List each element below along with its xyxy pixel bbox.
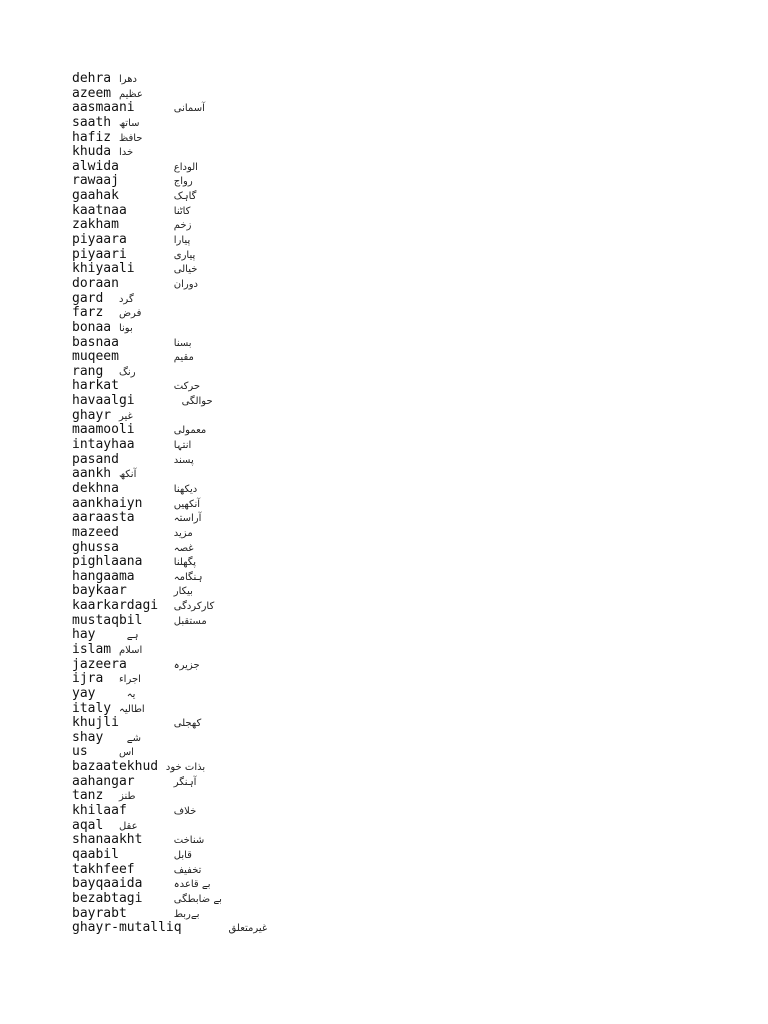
romanized-word: yay (72, 685, 96, 701)
spacing (111, 86, 119, 101)
romanized-word: zakham (72, 217, 119, 233)
romanized-word: italy (72, 700, 112, 716)
vocabulary-entry (72, 731, 267, 746)
vocabulary-entry (72, 174, 267, 189)
romanized-word: hafiz (72, 129, 112, 145)
romanized-word: azeem (72, 85, 112, 101)
vocabulary-entry (72, 365, 267, 380)
urdu-word: بذات خود (165, 762, 206, 774)
spacing (135, 100, 174, 115)
urdu-word: زخم (173, 220, 192, 232)
spacing (103, 364, 119, 379)
vocabulary-entry (72, 438, 267, 453)
romanized-word: alwida (72, 158, 119, 174)
vocabulary-entry (72, 321, 267, 336)
romanized-word: harkat (72, 378, 119, 394)
vocabulary-entry (72, 277, 267, 292)
vocabulary-entry (72, 863, 267, 878)
romanized-word: aahangar (72, 773, 135, 789)
urdu-word: بے قاعدہ (173, 879, 211, 891)
spacing (142, 496, 173, 511)
vocabulary-entry (72, 72, 267, 87)
vocabulary-entry (72, 101, 267, 116)
vocabulary-entry (72, 892, 267, 907)
vocabulary-entry (72, 716, 267, 731)
romanized-word: doraan (72, 275, 119, 291)
spacing (111, 642, 119, 657)
romanized-word: rang (72, 363, 104, 379)
vocabulary-entry (72, 745, 267, 760)
spacing (95, 686, 126, 701)
romanized-word: dekhna (72, 480, 119, 496)
vocabulary-entry (72, 292, 267, 307)
vocabulary-entry (72, 233, 267, 248)
spacing (127, 247, 174, 262)
vocabulary-entry (72, 775, 267, 790)
urdu-word: رواج (173, 176, 193, 188)
vocabulary-entry (72, 804, 267, 819)
spacing (103, 730, 126, 745)
romanized-word: ghussa (72, 539, 119, 555)
urdu-word: دیکھنا (173, 483, 198, 495)
urdu-word: خدا (118, 147, 134, 159)
romanized-word: khuda (72, 144, 112, 160)
spacing (135, 862, 174, 877)
vocabulary-entry (72, 394, 267, 409)
vocabulary-entry (72, 833, 267, 848)
urdu-word: مقیم (173, 352, 194, 364)
urdu-word: عظیم (118, 88, 143, 100)
romanized-word: muqeem (72, 349, 119, 365)
spacing (119, 188, 174, 203)
spacing (103, 818, 119, 833)
spacing (127, 232, 174, 247)
romanized-word: tanz (72, 788, 104, 804)
urdu-word: پگھلنا (173, 557, 197, 569)
romanized-word: shanaakht (72, 832, 143, 848)
urdu-word: کارکردگی (173, 601, 215, 613)
spacing (111, 144, 119, 159)
romanized-word: hangaama (72, 568, 135, 584)
romanized-word: aankh (72, 466, 112, 482)
urdu-word: بونا (118, 322, 133, 334)
spacing (135, 437, 174, 452)
urdu-word: شے (126, 732, 142, 744)
urdu-word: کاٹنا (173, 205, 191, 217)
spacing (119, 715, 174, 730)
vocabulary-entry (72, 584, 267, 599)
urdu-word: جزیرہ (173, 659, 200, 671)
vocabulary-entry (72, 336, 267, 351)
spacing (103, 788, 119, 803)
romanized-word: dehra (72, 71, 112, 86)
spacing (135, 510, 174, 525)
romanized-word: bayrabt (72, 905, 127, 921)
vocabulary-entry (72, 189, 267, 204)
spacing (111, 701, 119, 716)
spacing (142, 832, 173, 847)
romanized-word: piyaari (72, 246, 127, 262)
spacing (119, 335, 174, 350)
vocabulary-entry (72, 570, 267, 585)
vocabulary-entry (72, 672, 267, 687)
vocabulary-entry (72, 526, 267, 541)
urdu-word: الوداع (173, 161, 198, 173)
vocabulary-entry (72, 789, 267, 804)
romanized-word: mazeed (72, 524, 119, 540)
spacing (103, 291, 119, 306)
vocabulary-entry (72, 819, 267, 834)
spacing (182, 920, 229, 935)
romanized-word: khilaaf (72, 803, 127, 819)
urdu-word: گاہک (173, 191, 197, 203)
romanized-word: basnaa (72, 334, 119, 350)
vocabulary-entry (72, 248, 267, 263)
romanized-word: bayqaaida (72, 876, 143, 892)
vocabulary-entry (72, 599, 267, 614)
romanized-word: kaatnaa (72, 202, 127, 218)
romanized-word: intayhaa (72, 437, 135, 453)
vocabulary-entry (72, 658, 267, 673)
spacing (158, 598, 174, 613)
vocabulary-entry (72, 218, 267, 233)
urdu-word: بسنا (173, 337, 192, 349)
spacing (135, 261, 174, 276)
vocabulary-entry (72, 482, 267, 497)
spacing (127, 203, 174, 218)
vocabulary-entry (72, 907, 267, 922)
vocabulary-entry (72, 511, 267, 526)
vocabulary-entry (72, 379, 267, 394)
spacing (127, 583, 174, 598)
urdu-word: بیکار (173, 586, 193, 598)
romanized-word: khujli (72, 715, 119, 731)
spacing (119, 159, 174, 174)
romanized-word: mustaqbil (72, 612, 143, 628)
spacing (142, 876, 173, 891)
spacing (135, 393, 182, 408)
spacing (119, 378, 174, 393)
urdu-word: اسلام (118, 644, 143, 656)
spacing (103, 671, 119, 686)
romanized-word: bonaa (72, 319, 112, 335)
vocabulary-entry (72, 467, 267, 482)
urdu-word: خلاف (173, 806, 197, 818)
vocabulary-entry (72, 614, 267, 629)
spacing (135, 569, 174, 584)
urdu-word: غیر (118, 410, 133, 422)
vocabulary-entry (72, 555, 267, 570)
urdu-word: قابل (173, 849, 192, 861)
urdu-word: کھجلی (173, 718, 202, 730)
vocabulary-entry (72, 306, 267, 321)
vocabulary-entry (72, 628, 267, 643)
spacing (127, 906, 174, 921)
urdu-word: آہنگر (173, 776, 197, 788)
romanized-word: baykaar (72, 583, 127, 599)
urdu-word: بےربط (173, 908, 200, 920)
romanized-word: havaalgi (72, 393, 135, 409)
romanized-word: gaahak (72, 188, 119, 204)
spacing (127, 803, 174, 818)
vocabulary-entry (72, 453, 267, 468)
urdu-word: انتہا (173, 440, 192, 452)
urdu-word: طنز (118, 791, 136, 803)
romanized-word: khiyaali (72, 261, 135, 277)
romanized-word: farz (72, 305, 104, 321)
urdu-word: دهرا (118, 74, 137, 85)
vocabulary-entry (72, 702, 267, 717)
spacing (119, 525, 174, 540)
romanized-word: jazeera (72, 656, 127, 672)
vocabulary-entry (72, 643, 267, 658)
spacing (111, 320, 119, 335)
spacing (95, 627, 126, 642)
vocabulary-entry (72, 350, 267, 365)
romanized-word: rawaaj (72, 173, 119, 189)
urdu-word: اطالیہ (118, 703, 145, 715)
spacing (119, 452, 174, 467)
vocabulary-entry (72, 921, 267, 936)
urdu-word: فرض (118, 308, 142, 320)
spacing (111, 130, 119, 145)
romanized-word: pighlaana (72, 554, 143, 570)
spacing (142, 554, 173, 569)
romanized-word: ghayr (72, 407, 112, 423)
urdu-word: اس (118, 747, 134, 759)
urdu-word: آنکھ (118, 469, 137, 481)
spacing (142, 891, 173, 906)
urdu-word: خیالی (173, 264, 198, 276)
vocabulary-list (72, 72, 267, 936)
spacing (111, 466, 119, 481)
romanized-word: shay (72, 729, 104, 745)
vocabulary-entry (72, 497, 267, 512)
spacing (127, 657, 174, 672)
spacing (103, 305, 119, 320)
romanized-word: us (72, 744, 88, 760)
urdu-word: پسند (173, 454, 194, 466)
spacing (135, 774, 174, 789)
urdu-word: پیاری (173, 249, 196, 261)
spacing (135, 422, 174, 437)
urdu-word: غصہ (173, 542, 194, 554)
spacing (88, 744, 119, 759)
urdu-word: پیارا (173, 235, 191, 247)
spacing (111, 115, 119, 130)
spacing (119, 349, 174, 364)
romanized-word: saath (72, 114, 112, 130)
urdu-word: تخفیف (173, 864, 202, 876)
urdu-word: معمولی (173, 425, 207, 437)
urdu-word: یہ (126, 688, 136, 700)
urdu-word: گرد (118, 293, 134, 305)
urdu-word: مزید (173, 527, 193, 539)
vocabulary-entry (72, 262, 267, 277)
vocabulary-entry (72, 409, 267, 424)
urdu-word: آنکھیں (173, 498, 201, 510)
urdu-word: حافظ (118, 132, 143, 144)
vocabulary-entry (72, 87, 267, 102)
romanized-word: kaarkardagi (72, 598, 159, 614)
romanized-word: bazaatekhud (72, 759, 159, 775)
romanized-word: takhfeef (72, 861, 135, 877)
urdu-word: ہنگامہ (173, 571, 203, 583)
romanized-word: islam (72, 641, 112, 657)
romanized-word: ijra (72, 671, 104, 687)
urdu-word: رنگ (118, 366, 136, 378)
vocabulary-entry (72, 760, 267, 775)
spacing (119, 540, 174, 555)
urdu-word: ہے (126, 630, 139, 642)
spacing (119, 173, 174, 188)
vocabulary-entry (72, 204, 267, 219)
urdu-word: آراستہ (173, 513, 202, 525)
urdu-word: عقل (118, 820, 138, 832)
urdu-word: بے ضابطگی (173, 893, 222, 905)
romanized-word: aaraasta (72, 510, 135, 526)
romanized-word: ghayr-mutalliq (72, 920, 182, 936)
vocabulary-entry (72, 877, 267, 892)
vocabulary-entry (72, 160, 267, 175)
urdu-word: دوران (173, 278, 198, 290)
romanized-word: hay (72, 627, 96, 643)
vocabulary-entry (72, 145, 267, 160)
vocabulary-entry (72, 423, 267, 438)
spacing (111, 408, 119, 423)
spacing (119, 481, 174, 496)
romanized-word: piyaara (72, 232, 127, 248)
urdu-word: غیرمتعلق (228, 923, 268, 935)
urdu-word: حوالگی (181, 396, 213, 408)
romanized-word: bezabtagi (72, 890, 143, 906)
urdu-word: آسمانی (173, 103, 205, 115)
romanized-word: maamooli (72, 422, 135, 438)
romanized-word: pasand (72, 451, 119, 467)
urdu-word: مستقبل (173, 615, 207, 627)
vocabulary-entry (72, 541, 267, 556)
spacing (119, 847, 174, 862)
romanized-word: aqal (72, 817, 104, 833)
romanized-word: aasmaani (72, 100, 135, 116)
vocabulary-entry (72, 116, 267, 131)
vocabulary-entry (72, 848, 267, 863)
spacing (142, 613, 173, 628)
vocabulary-entry (72, 131, 267, 146)
urdu-word: اجراء (118, 674, 141, 686)
romanized-word: aankhaiyn (72, 495, 143, 511)
spacing (119, 217, 174, 232)
urdu-word: حرکت (173, 381, 201, 393)
spacing (111, 71, 119, 86)
vocabulary-entry (72, 687, 267, 702)
romanized-word: qaabil (72, 846, 119, 862)
spacing (158, 759, 166, 774)
romanized-word: gard (72, 290, 104, 306)
urdu-word: ساتھ (118, 117, 140, 129)
urdu-word: شناخت (173, 835, 205, 847)
spacing (119, 276, 174, 291)
